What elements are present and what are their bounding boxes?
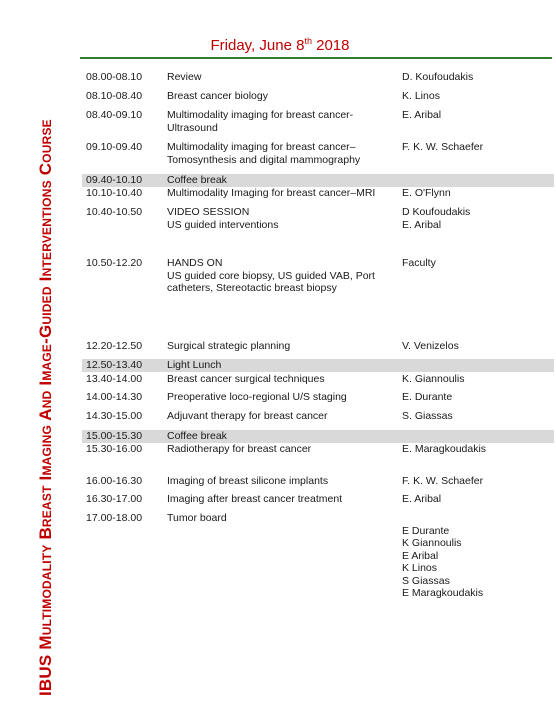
speaker-name: E Aribal [402, 549, 439, 562]
session-time: 08.40-09.10 [86, 109, 143, 121]
session-title-line: US guided core biopsy, US guided VAB, Port [167, 269, 375, 282]
schedule-row [82, 512, 554, 599]
session-time: 14.30-15.00 [86, 410, 143, 422]
session-time: 13.40-14.00 [86, 373, 143, 385]
session-time: 14.00-14.30 [86, 391, 143, 403]
speaker-name: E. O'Flynn [402, 187, 451, 199]
schedule-row [82, 391, 554, 404]
session-title [167, 257, 392, 295]
session-time: 17.00-18.00 [86, 512, 143, 524]
break-row [82, 359, 554, 372]
speaker-name: K Giannoulis [402, 537, 462, 549]
speaker-name: K Linos [402, 562, 438, 574]
speaker-name: D Koufoudakis [402, 206, 471, 218]
day-heading-year: 2018 [316, 37, 350, 54]
session-time: 12.50-13.40 [86, 359, 143, 371]
schedule-row [82, 187, 554, 200]
speaker-name: E Maragkoudakis [402, 587, 484, 599]
session-title-line: Review [167, 71, 202, 83]
session-title [167, 340, 392, 353]
session-speakers [402, 90, 552, 103]
course-title-text: IBUS Multimodality Breast Imaging And Image-Guided Interventions Course [36, 119, 55, 696]
schedule-row [82, 257, 554, 295]
speaker-name: Faculty [402, 257, 436, 269]
session-title-line: Multimodality Imaging for breast cancer–MRI [167, 187, 376, 199]
session-title-line: Breast cancer surgical techniques [167, 373, 325, 385]
session-title-line: US guided interventions [167, 218, 279, 231]
session-time: 12.20-12.50 [86, 340, 143, 352]
session-speakers [402, 206, 552, 231]
session-speakers [402, 257, 552, 270]
speaker-name: D. Koufoudakis [402, 71, 474, 83]
speaker-name: S. Giassas [402, 410, 453, 422]
session-title [167, 512, 392, 525]
speaker-name: E. Aribal [402, 109, 442, 121]
session-title-line: Tumor board [167, 512, 227, 524]
speaker-name: E. Maragkoudakis [402, 443, 487, 455]
session-time: 10.40-10.50 [86, 206, 143, 218]
session-title-line: VIDEO SESSION [167, 206, 250, 218]
session-speakers [402, 443, 552, 456]
schedule-row [82, 475, 554, 488]
session-title [167, 391, 392, 404]
session-title [167, 187, 392, 200]
session-title [167, 359, 392, 372]
schedule-row [82, 90, 554, 103]
session-speakers [402, 512, 552, 600]
schedule-row [82, 493, 554, 506]
schedule-row [82, 109, 554, 135]
heading-divider [80, 57, 552, 59]
speaker-name: E Durante [402, 524, 450, 537]
speaker-name: S Giassas [402, 574, 450, 587]
speaker-name [402, 512, 552, 525]
session-title [167, 206, 392, 231]
session-title [167, 71, 392, 84]
session-time: 08.00-08.10 [86, 71, 143, 83]
schedule-row [82, 206, 554, 232]
session-speakers [402, 340, 552, 353]
session-title-line: Tomosynthesis and digital mammography [167, 153, 361, 166]
schedule-row [82, 71, 554, 84]
session-title [167, 443, 392, 456]
session-title-line: Adjuvant therapy for breast cancer [167, 410, 328, 422]
session-title [167, 109, 392, 134]
schedule-row [82, 141, 554, 167]
session-title [167, 475, 392, 488]
session-title-line: Breast cancer biology [167, 90, 268, 102]
day-heading [80, 36, 480, 54]
schedule-row [82, 373, 554, 386]
break-row [82, 430, 554, 443]
session-title [167, 90, 392, 103]
session-speakers [402, 475, 552, 488]
session-title [167, 373, 392, 386]
session-time: 10.10-10.40 [86, 187, 143, 199]
schedule-row [82, 340, 554, 353]
session-title-line: catheters, Stereotactic breast biopsy [167, 282, 337, 294]
session-title-line: Coffee break [167, 430, 227, 442]
course-title-vertical [0, 0, 60, 720]
speaker-name: V. Venizelos [402, 340, 459, 352]
session-speakers [402, 141, 552, 154]
session-title-line: Ultrasound [167, 121, 218, 134]
session-title-line: HANDS ON [167, 257, 223, 269]
session-speakers [402, 71, 552, 84]
session-speakers [402, 187, 552, 200]
speaker-name: F. K. W. Schaefer [402, 141, 484, 153]
session-title-line: Light Lunch [167, 359, 222, 371]
session-time: 15.00-15.30 [86, 430, 143, 442]
day-heading-suffix: th [304, 36, 312, 46]
session-speakers [402, 410, 552, 423]
session-title-line: Preoperative loco-regional U/S staging [167, 391, 347, 403]
session-speakers [402, 373, 552, 386]
speaker-name: E. Durante [402, 391, 453, 403]
session-title [167, 174, 392, 187]
session-time: 16.00-16.30 [86, 475, 143, 487]
session-speakers [402, 109, 552, 122]
session-time: 08.10-08.40 [86, 90, 143, 102]
speaker-name: E. Aribal [402, 218, 442, 231]
session-time: 09.40-10.10 [86, 174, 143, 186]
session-title [167, 141, 392, 166]
session-time: 15.30-16.00 [86, 443, 143, 455]
session-title-line: Radiotherapy for breast cancer [167, 443, 312, 455]
session-speakers [402, 493, 552, 506]
session-time: 09.10-09.40 [86, 141, 143, 153]
schedule-row [82, 410, 554, 423]
session-title-line: Multimodality imaging for breast cancer– [167, 141, 356, 153]
day-heading-date: Friday, June 8 [210, 37, 305, 54]
speaker-name: E. Aribal [402, 493, 442, 505]
session-title-line: Imaging of breast silicone implants [167, 475, 329, 487]
session-time: 16.30-17.00 [86, 493, 143, 505]
speaker-name: F. K. W. Schaefer [402, 475, 484, 487]
session-speakers [402, 391, 552, 404]
schedule-row [82, 443, 554, 456]
session-title-line: Multimodality imaging for breast cancer- [167, 109, 354, 121]
session-title-line: Coffee break [167, 174, 227, 186]
speaker-name: K. Linos [402, 90, 440, 102]
session-title [167, 410, 392, 423]
session-title [167, 493, 392, 506]
session-title-line: Surgical strategic planning [167, 340, 291, 352]
speaker-name: K. Giannoulis [402, 373, 465, 385]
session-title [167, 430, 392, 443]
session-time: 10.50-12.20 [86, 257, 143, 269]
session-title-line: Imaging after breast cancer treatment [167, 493, 343, 505]
break-row [82, 174, 554, 187]
